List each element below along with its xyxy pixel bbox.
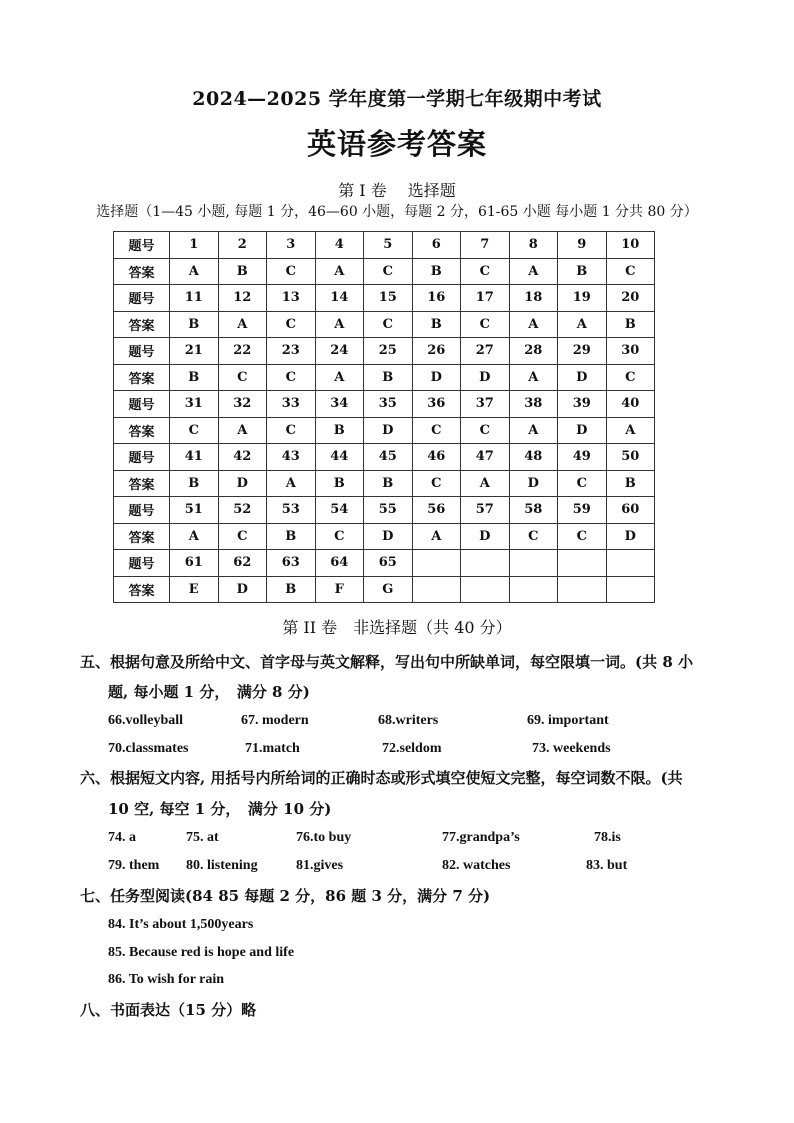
answer-letter-cell: C	[558, 523, 607, 550]
part1-heading: 第 I 卷 选择题	[338, 181, 456, 200]
answer-letter-cell: D	[218, 576, 267, 603]
question-number-cell: 25	[364, 338, 413, 365]
answer-row	[114, 576, 655, 603]
question-number-cell: 37	[461, 391, 510, 418]
answer-76: 76.to buy	[296, 830, 352, 845]
answer-letter-cell: A	[315, 311, 364, 338]
question-number-cell: 23	[267, 338, 316, 365]
part1-instructions: 选择题（1—45 小题, 每题 1 分，46—60 小题，每题 2 分，61-65 小题 每小题 1 分共 80 分）	[96, 204, 698, 220]
question-number-cell: 24	[315, 338, 364, 365]
answer-letter-cell: C	[267, 364, 316, 391]
answer-letter-cell: A	[170, 523, 219, 550]
part2-heading: 第 II 卷 非选择题（共 40 分）	[282, 618, 512, 637]
question-number-cell: 59	[558, 497, 607, 524]
question-number-row	[114, 338, 655, 365]
answer-letter-cell: C	[315, 523, 364, 550]
question-number-cell: 56	[412, 497, 461, 524]
answer-letter-cell	[461, 576, 510, 603]
answer-70: 70.classmates	[108, 741, 189, 756]
answer-letter-cell: A	[218, 417, 267, 444]
question-number-cell: 29	[558, 338, 607, 365]
row-label-question: 题号	[114, 232, 170, 259]
row-label-answer: 答案	[114, 258, 170, 285]
question-number-cell: 28	[509, 338, 558, 365]
question-number-cell: 9	[558, 232, 607, 259]
question-number-cell: 30	[606, 338, 655, 365]
answer-letter-cell: C	[461, 311, 510, 338]
answer-letter-cell: C	[412, 417, 461, 444]
question-number-cell: 34	[315, 391, 364, 418]
answer-81: 81.gives	[296, 858, 344, 873]
question-number-cell: 39	[558, 391, 607, 418]
question-number-cell	[558, 550, 607, 577]
answer-letter-cell: F	[315, 576, 364, 603]
question-number-cell: 60	[606, 497, 655, 524]
answer-letter-cell: B	[267, 576, 316, 603]
question-number-cell: 5	[364, 232, 413, 259]
answer-72: 72.seldom	[382, 741, 442, 756]
question-number-cell: 65	[364, 550, 413, 577]
answer-letter-cell: D	[218, 470, 267, 497]
question-number-cell: 17	[461, 285, 510, 312]
section5-instruction-line2: 题, 每小题 1 分， 满分 8 分)	[108, 683, 310, 701]
question-number-cell: 43	[267, 444, 316, 471]
question-number-cell: 55	[364, 497, 413, 524]
question-number-cell: 27	[461, 338, 510, 365]
answer-84: 84. It’s about 1,500years	[108, 917, 254, 932]
answer-letter-cell: B	[170, 470, 219, 497]
question-number-cell: 6	[412, 232, 461, 259]
answer-row	[114, 470, 655, 497]
answer-letter-cell: A	[558, 311, 607, 338]
question-number-cell: 45	[364, 444, 413, 471]
answer-letter-cell: A	[267, 470, 316, 497]
row-label-answer: 答案	[114, 523, 170, 550]
answer-row	[114, 258, 655, 285]
row-label-question: 题号	[114, 444, 170, 471]
question-number-cell: 50	[606, 444, 655, 471]
row-label-question: 题号	[114, 497, 170, 524]
question-number-row	[114, 391, 655, 418]
answer-letter-cell: A	[412, 523, 461, 550]
answer-table-body	[114, 232, 655, 603]
question-number-cell: 38	[509, 391, 558, 418]
row-label-answer: 答案	[114, 576, 170, 603]
answer-letter-cell	[412, 576, 461, 603]
answer-letter-cell	[606, 576, 655, 603]
answer-letter-cell: B	[412, 258, 461, 285]
answer-71: 71.match	[245, 741, 300, 756]
answer-letter-cell: D	[461, 364, 510, 391]
row-label-question: 题号	[114, 391, 170, 418]
answer-letter-cell: B	[315, 417, 364, 444]
answer-row	[114, 523, 655, 550]
question-number-cell: 64	[315, 550, 364, 577]
answer-letter-cell: A	[509, 417, 558, 444]
answer-79: 79. them	[108, 858, 160, 873]
row-label-question: 题号	[114, 338, 170, 365]
question-number-cell: 31	[170, 391, 219, 418]
answer-letter-cell: C	[558, 470, 607, 497]
answer-letter-cell: C	[364, 311, 413, 338]
question-number-cell: 16	[412, 285, 461, 312]
question-number-cell: 1	[170, 232, 219, 259]
answer-letter-cell: D	[461, 523, 510, 550]
answer-letter-cell: C	[170, 417, 219, 444]
answer-letter-cell: A	[509, 311, 558, 338]
answer-letter-cell: D	[412, 364, 461, 391]
question-number-row	[114, 497, 655, 524]
answer-letter-cell: C	[267, 311, 316, 338]
answer-letter-cell: C	[606, 364, 655, 391]
answer-row	[114, 417, 655, 444]
answer-key-title: 英语参考答案	[306, 127, 487, 161]
answer-letter-cell: C	[218, 523, 267, 550]
answer-letter-cell: E	[170, 576, 219, 603]
question-number-cell: 46	[412, 444, 461, 471]
answer-row	[114, 311, 655, 338]
row-label-question: 题号	[114, 550, 170, 577]
question-number-cell: 2	[218, 232, 267, 259]
row-label-answer: 答案	[114, 417, 170, 444]
answer-letter-cell: A	[606, 417, 655, 444]
answer-letter-cell: C	[412, 470, 461, 497]
answer-letter-cell: D	[509, 470, 558, 497]
row-label-question: 题号	[114, 285, 170, 312]
answer-letter-cell: A	[509, 258, 558, 285]
answer-78: 78.is	[594, 830, 621, 845]
answer-letter-cell: C	[218, 364, 267, 391]
row-label-answer: 答案	[114, 364, 170, 391]
question-number-cell	[606, 550, 655, 577]
answer-77: 77.grandpa’s	[442, 830, 520, 845]
question-number-cell: 19	[558, 285, 607, 312]
answer-letter-cell: D	[364, 417, 413, 444]
answer-82: 82. watches	[442, 858, 511, 873]
answer-letter-cell: C	[606, 258, 655, 285]
exam-title: 2024—2025 学年度第一学期七年级期中考试	[192, 88, 602, 110]
question-number-cell: 47	[461, 444, 510, 471]
question-number-cell: 10	[606, 232, 655, 259]
answer-letter-cell: D	[606, 523, 655, 550]
answer-letter-cell: B	[558, 258, 607, 285]
question-number-cell: 35	[364, 391, 413, 418]
answer-letter-cell: D	[364, 523, 413, 550]
question-number-cell: 12	[218, 285, 267, 312]
question-number-row	[114, 232, 655, 259]
question-number-cell: 3	[267, 232, 316, 259]
answer-letter-cell: C	[509, 523, 558, 550]
question-number-row	[114, 550, 655, 577]
question-number-cell: 41	[170, 444, 219, 471]
question-number-cell: 22	[218, 338, 267, 365]
question-number-cell: 21	[170, 338, 219, 365]
question-number-cell: 54	[315, 497, 364, 524]
answer-letter-cell: B	[267, 523, 316, 550]
section7-instruction: 七、任务型阅读(84 85 每题 2 分，86 题 3 分，满分 7 分)	[80, 887, 491, 905]
answer-66: 66.volleyball	[108, 713, 184, 728]
answer-86: 86. To wish for rain	[108, 972, 225, 987]
answer-letter-cell: B	[218, 258, 267, 285]
answer-row	[114, 364, 655, 391]
answer-letter-cell: B	[412, 311, 461, 338]
answer-letter-cell: A	[461, 470, 510, 497]
answer-69: 69. important	[527, 713, 609, 728]
answer-letter-cell: D	[558, 364, 607, 391]
question-number-cell: 36	[412, 391, 461, 418]
answer-table	[113, 231, 655, 603]
answer-letter-cell: G	[364, 576, 413, 603]
question-number-cell: 57	[461, 497, 510, 524]
question-number-cell: 32	[218, 391, 267, 418]
answer-letter-cell: A	[509, 364, 558, 391]
question-number-cell: 51	[170, 497, 219, 524]
question-number-cell: 61	[170, 550, 219, 577]
question-number-cell: 58	[509, 497, 558, 524]
section5-instruction-line1: 五、根据句意及所给中文、首字母与英文解释，写出句中所缺单词，每空限填一词。(共 8 小	[80, 653, 693, 671]
answer-letter-cell: D	[558, 417, 607, 444]
answer-83: 83. but	[586, 858, 628, 873]
question-number-cell: 13	[267, 285, 316, 312]
answer-letter-cell: B	[364, 470, 413, 497]
question-number-cell	[461, 550, 510, 577]
answer-letter-cell	[558, 576, 607, 603]
section6-instruction-line1: 六、根据短文内容, 用括号内所给词的正确时态或形式填空使短文完整，每空词数不限。(共	[80, 769, 683, 787]
answer-letter-cell: B	[315, 470, 364, 497]
question-number-cell: 42	[218, 444, 267, 471]
question-number-cell: 52	[218, 497, 267, 524]
question-number-row	[114, 444, 655, 471]
answer-letter-cell: B	[170, 311, 219, 338]
question-number-cell: 15	[364, 285, 413, 312]
answer-letter-cell: C	[267, 258, 316, 285]
question-number-cell: 49	[558, 444, 607, 471]
question-number-cell: 63	[267, 550, 316, 577]
answer-letter-cell: C	[364, 258, 413, 285]
question-number-cell: 14	[315, 285, 364, 312]
answer-letter-cell: A	[218, 311, 267, 338]
question-number-cell	[509, 550, 558, 577]
answer-73: 73. weekends	[532, 741, 611, 756]
answer-letter-cell: B	[606, 311, 655, 338]
question-number-cell: 20	[606, 285, 655, 312]
answer-letter-cell: B	[170, 364, 219, 391]
question-number-cell: 44	[315, 444, 364, 471]
question-number-cell: 7	[461, 232, 510, 259]
answer-letter-cell: A	[170, 258, 219, 285]
answer-75: 75. at	[186, 830, 219, 845]
row-label-answer: 答案	[114, 470, 170, 497]
answer-80: 80. listening	[186, 858, 258, 873]
answer-letter-cell: C	[267, 417, 316, 444]
answer-letter-cell	[509, 576, 558, 603]
answer-85: 85. Because red is hope and life	[108, 945, 295, 960]
section8-instruction: 八、书面表达（15 分）略	[80, 1001, 257, 1019]
question-number-cell: 33	[267, 391, 316, 418]
question-number-cell: 40	[606, 391, 655, 418]
question-number-cell: 48	[509, 444, 558, 471]
answer-letter-cell: A	[315, 364, 364, 391]
row-label-answer: 答案	[114, 311, 170, 338]
question-number-cell: 11	[170, 285, 219, 312]
question-number-cell	[412, 550, 461, 577]
question-number-cell: 26	[412, 338, 461, 365]
question-number-cell: 4	[315, 232, 364, 259]
question-number-cell: 62	[218, 550, 267, 577]
question-number-cell: 8	[509, 232, 558, 259]
question-number-cell: 53	[267, 497, 316, 524]
answer-letter-cell: A	[315, 258, 364, 285]
answer-74: 74. a	[108, 830, 136, 845]
answer-letter-cell: B	[606, 470, 655, 497]
answer-letter-cell: C	[461, 417, 510, 444]
section6-instruction-line2: 10 空, 每空 1 分， 满分 10 分)	[108, 800, 332, 818]
answer-letter-cell: C	[461, 258, 510, 285]
question-number-row	[114, 285, 655, 312]
answer-68: 68.writers	[378, 713, 439, 728]
answer-letter-cell: B	[364, 364, 413, 391]
question-number-cell: 18	[509, 285, 558, 312]
answer-67: 67. modern	[241, 713, 309, 728]
